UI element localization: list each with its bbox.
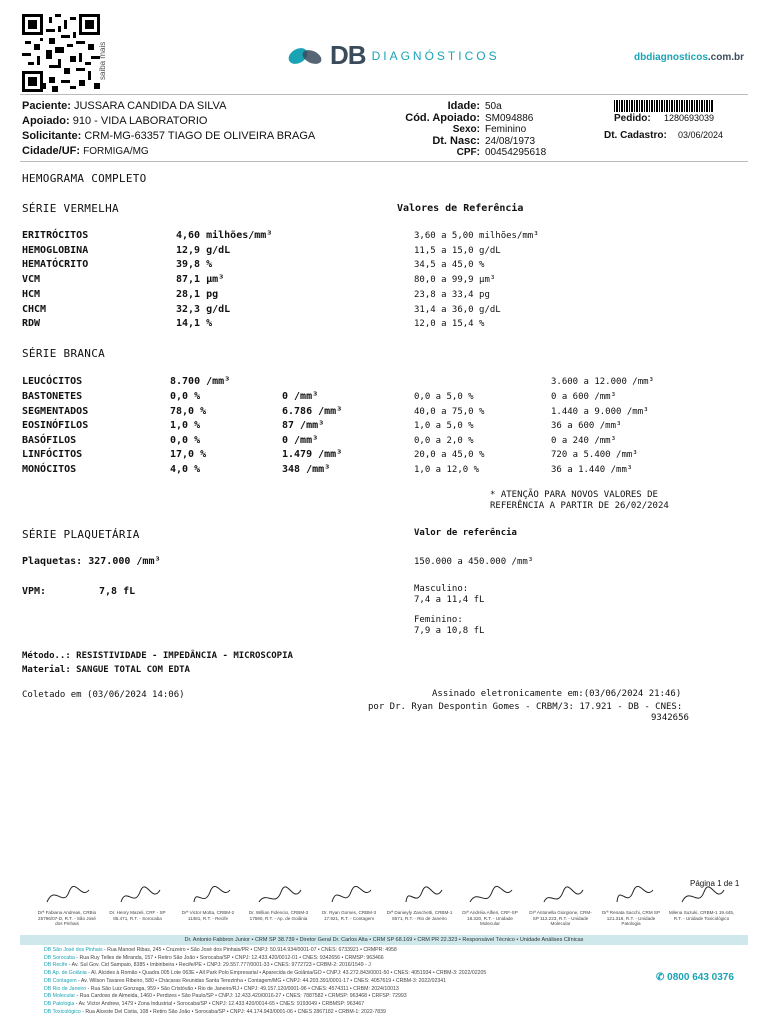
leuco-name: LINFÓCITOS (22, 449, 83, 460)
leucocitos-value: 8.700 /mm³ (170, 376, 231, 387)
unit-line (44, 986, 399, 992)
website-link[interactable] (634, 52, 744, 63)
nasc-label: Dt. Nasc: (432, 135, 480, 147)
logo-diag-text: DIAGNÓSTICOS (371, 48, 500, 63)
cpf-label: CPF: (456, 147, 480, 158)
leuco-name: SEGMENTADOS (22, 405, 89, 417)
pedido-value: 1280693039 (664, 113, 715, 123)
leuco-pct: 0,0 % (170, 434, 201, 446)
unit-details: - Rua Ruy Telles de Miranda, 157 • Retiro São João • Sorocaba/SP • CNPJ: 12.433.420/0012-01 • CNES: 9342656 • CRMSP: 963466 (74, 954, 384, 961)
solicitante-label: Solicitante: (22, 130, 82, 142)
signature-name: Dr. Willian Fidencio, CRBM-3 17590, R.T. - Ap. de Goiânia (248, 910, 309, 921)
assinado-line: Assinado eletronicamente em:(03/06/2024 21:46) (432, 689, 682, 699)
unit-details: - Rua São Luiz Gonzaga, 959 • São Cristóvão • Rio de Janeiro/RJ • CNPJ: 49.157.120/0001-96 • CNES: 4574311 • CRBM: 2024/10013 (86, 985, 399, 992)
leuco-ref-abs: 0 a 600 /mm³ (551, 392, 617, 402)
leuco-ref-abs: 0 a 240 /mm³ (551, 435, 617, 446)
analyte-name: HCM (22, 288, 41, 300)
coletado-line: Coletado em (03/06/2024 14:06) (22, 690, 185, 700)
cadastro-label: Dt. Cadastro: (604, 130, 667, 141)
analyte-name: HEMOGLOBINA (22, 244, 89, 256)
leuco-ref-abs: 36 a 600 /mm³ (551, 421, 622, 431)
paciente-value: JUSSARA CANDIDA DA SILVA (73, 100, 227, 112)
unit-name: DB Rio de Janeiro (44, 985, 87, 992)
plaquetas-label: Plaquetas: (22, 556, 83, 567)
cnes-line: 9342656 (651, 713, 689, 723)
leuco-abs: 1.479 /mm³ (282, 449, 343, 460)
leuco-ref-abs: 36 a 1.440 /mm³ (551, 464, 633, 475)
unit-line (44, 955, 384, 961)
analyte-ref: 11,5 a 15,0 g/dL (414, 245, 501, 256)
leuco-ref-pct: 40,0 a 75,0 % (414, 406, 485, 417)
unit-name: DB Contagem (44, 977, 77, 984)
analyte-value: 87,1 µm³ (176, 274, 225, 286)
qr-code (22, 14, 100, 92)
paciente-row (22, 100, 226, 112)
header-divider (20, 94, 748, 95)
signature-icon (319, 882, 379, 910)
unit-details: - Av. Sul Gov. Cid Sampaio, 8385 • Imbiribeira • Recife/PE • CNPJ: 29.557.777/0001-33 • CNES: 9772723 • CRBM-2: 2016/1549 - J (67, 962, 371, 969)
analyte-name: CHCM (22, 303, 47, 315)
leucocitos-ref: 3.600 a 12.000 /mm³ (551, 377, 654, 387)
leuco-ref-pct: 0,0 a 5,0 % (414, 392, 474, 402)
serie-branca-title: SÉRIE BRANCA (22, 347, 106, 360)
page-number: Página 1 de 1 (690, 879, 740, 888)
phone-number: 0800 643 0376 (667, 972, 734, 983)
idade-value: 50a (485, 101, 502, 112)
patient-divider (20, 161, 748, 162)
db-logo-icon (286, 43, 326, 69)
vpm-value: 7,8 fL (99, 586, 136, 597)
signature-name: Drª Fabiana Andreas, CRBio 25796/07-D, R.T. - São José dos Pinhais (37, 910, 97, 926)
signature-icon (249, 882, 309, 910)
leuco-pct: 17,0 % (170, 449, 207, 460)
unit-line (44, 978, 446, 984)
leuco-abs: 87 /mm³ (282, 420, 325, 431)
unit-details: - Rua Alceste Del Cistia, 108 • Retiro São João • Sorocaba/SP • CNPJ: 44.174.943/0001-06 • CNES 2867182 • CRBM-1: 2022-7839 (80, 1008, 386, 1015)
unit-line (44, 1009, 386, 1015)
solicitante-row (22, 130, 315, 142)
leuco-ref-pct: 1,0 a 5,0 % (414, 421, 474, 431)
masculino-ref: 7,4 a 11,4 fL (414, 595, 485, 605)
unit-name: DB Molecular (44, 993, 76, 1000)
unit-name: DB Patologia (44, 1000, 75, 1007)
unit-name: DB Ap. de Goiânia (44, 970, 87, 977)
feminino-label: Feminino: (414, 615, 463, 625)
analyte-ref: 34,5 a 45,0 % (414, 260, 485, 271)
footer-band: Dr. Antonio Fabbron Junior • CRM SP 38.739 • Diretor Geral Dr. Carlos Alta • CRM SP 68.169 • CRM PR 22.323 • Responsável Técnico • Unidade Análises Clínicas (20, 935, 748, 945)
analyte-value: 4,60 milhões/mm³ (176, 230, 273, 241)
sexo-value: Feminino (485, 124, 527, 135)
analyte-ref: 12,0 a 15,4 % (414, 319, 485, 330)
leuco-name: BASTONETES (22, 391, 83, 402)
analyte-name: VCM (22, 274, 41, 286)
signature-icon (178, 882, 238, 910)
por-line: por Dr. Ryan Despontin Gomes - CRBM/3: 17.921 - DB - CNES: (368, 702, 683, 712)
leuco-ref-abs: 1.440 a 9.000 /mm³ (551, 406, 649, 417)
metodo-line: Método..: RESISTIVIDADE - IMPEDÂNCIA - MICROSCOPIA (22, 651, 293, 661)
leuco-pct: 1,0 % (170, 420, 201, 431)
logo-db-text: DB (330, 40, 366, 70)
unit-name: DB Toxicológico (44, 1008, 81, 1015)
unit-line (44, 947, 397, 953)
exam-title: HEMOGRAMA COMPLETO (22, 172, 147, 185)
atencao-line-2: REFERÊNCIA A PARTIR DE 26/02/2024 (490, 501, 669, 511)
signature-icon (601, 882, 661, 910)
cod-label: Cód. Apoiado: (405, 112, 480, 124)
leuco-ref-pct: 0,0 a 2,0 % (414, 435, 474, 446)
analyte-ref: 3,60 a 5,00 milhões/mm³ (414, 231, 539, 241)
nasc-value: 24/08/1973 (485, 136, 536, 147)
analyte-value: 12,9 g/dL (176, 244, 231, 256)
db-logo (286, 40, 500, 71)
qr-code-icon (22, 14, 100, 92)
material-line: Material: SANGUE TOTAL COM EDTA (22, 665, 190, 675)
plaquetas-row (22, 556, 161, 567)
leuco-abs: 0 /mm³ (282, 391, 319, 402)
phone-row (656, 972, 734, 983)
analyte-name: RDW (22, 318, 41, 330)
unit-name: DB Recife (44, 962, 68, 969)
signature-icon (531, 882, 591, 910)
signature-icon (37, 882, 97, 910)
leuco-ref-pct: 1,0 a 12,0 % (414, 464, 480, 475)
serie-plaquetaria-title: SÉRIE PLAQUETÁRIA (22, 528, 140, 541)
site-main: dbdiagnosticos (634, 52, 708, 63)
whatsapp-icon: ✆ (656, 972, 668, 983)
site-tld: .com.br (707, 52, 745, 63)
apoiado-value: 910 - VIDA LABORATORIO (72, 115, 208, 127)
leuco-ref-pct: 20,0 a 45,0 % (414, 450, 485, 460)
cod-value: SM094886 (485, 113, 534, 124)
pedido-label: Pedido: (614, 113, 651, 124)
analyte-ref: 80,0 a 99,9 µm³ (414, 275, 496, 286)
signature-icon (460, 882, 520, 910)
leuco-abs: 0 /mm³ (282, 434, 319, 446)
feminino-ref: 7,9 a 10,8 fL (414, 626, 485, 636)
vpm-label: VPM: (22, 586, 47, 597)
paciente-label: Paciente: (22, 100, 71, 112)
signature-name: Dr. Ryan Gomes, CRBM-3 17.921, R.T. - Contagem (321, 910, 377, 921)
analyte-value: 28,1 pg (176, 288, 219, 300)
solicitante-value: CRM-MG-63357 TIAGO DE OLIVEIRA BRAGA (84, 130, 316, 142)
leuco-abs: 6.786 /mm³ (282, 405, 343, 417)
unit-details: - Rua Manoel Ribas, 245 • Cruzeiro • São José dos Pinhais/PR • CNPJ: 50.914.934/0001-07 • CNES: 6733921 • CRMPR: 4958 (102, 947, 397, 953)
leuco-pct: 0,0 % (170, 391, 201, 402)
analyte-name: HEMATÓCRITO (22, 259, 89, 271)
plaquetas-value: 327.000 /mm³ (88, 556, 161, 567)
unit-name: DB São José dos Pinhais (44, 947, 103, 953)
plaq-ref-title: Valor de referência (414, 528, 517, 538)
leuco-name: MONÓCITOS (22, 463, 77, 475)
cpf-value: 00454295618 (485, 147, 547, 158)
masculino-label: Masculino: (414, 584, 469, 594)
leuco-pct: 4,0 % (170, 463, 201, 475)
signature-name: Drª Victor Motta, CRBM-2 11481, R.T. - Recife (181, 910, 235, 921)
signature-name: Milena Suzuki, CRBM-1 19.445, R.T. - Unidade Toxicológico (668, 910, 735, 921)
analyte-value: 14,1 % (176, 318, 213, 330)
analyte-value: 39,8 % (176, 259, 213, 271)
analyte-value: 32,3 g/dL (176, 303, 231, 315)
plaquetas-ref: 150.000 a 450.000 /mm³ (414, 557, 534, 567)
signature-name: Drª Antonella Giorgione, CRM-SP 112.223, R.T. - Unidade Molecular (529, 910, 592, 926)
signature-name: Dr. Henry Mazeli, CRF - SP 85.471, R.T. - Sorocaba (109, 910, 166, 921)
unit-line (44, 993, 407, 999)
leucocitos-name: LEUCÓCITOS (22, 376, 83, 387)
signature-icon (672, 882, 732, 910)
sexo-label: Sexo: (452, 124, 480, 135)
signature-name: Drª Danieyly Zanchetti, CRBM-1 8571, R.T. - Rio de Janeiro (386, 910, 453, 921)
unit-name: DB Sorocaba (44, 954, 75, 961)
apoiado-row (22, 115, 207, 127)
barcode-icon (614, 100, 714, 112)
analyte-name: ERITRÓCITOS (22, 230, 89, 241)
unit-line (44, 970, 486, 976)
leuco-abs: 348 /mm³ (282, 463, 331, 475)
cidade-row (22, 145, 149, 157)
leuco-pct: 78,0 % (170, 405, 207, 417)
unit-line (44, 1001, 364, 1007)
unit-details: - Av. Victor Andrew, 1479 • Zona Industrial • Sorocaba/SP • CNPJ: 12.433.420/0014-65 • CNES: 9193049 • CRBMSP: 963467 (74, 1000, 365, 1007)
cadastro-value: 03/06/2024 (678, 130, 724, 140)
ref-title: Valores de Referência (397, 203, 524, 214)
saiba-mais-label: saiba mais (98, 41, 107, 80)
leuco-name: EOSINÓFILOS (22, 420, 89, 431)
unit-line (44, 962, 371, 968)
analyte-ref: 23,8 a 33,4 pg (414, 289, 490, 300)
unit-details: - Rua Cardoso de Almeida, 1460 • Perdizes • São Paulo/SP • CNPJ: 12.433.420/0016-27 • CNES: 7887582 • CRMSP: 963468 • CRFSP: 72993 (75, 993, 407, 1000)
unit-details: - Av. Wilson Tavares Ribeiro, 580 • Chácaras Reunidas Santa Terezinha • Contagem/MG • CNPJ: 44.203.391/0001-17 • CNES: 4057619 • CRBM-3: 2022/02341 (76, 977, 447, 984)
signature-icon (390, 882, 450, 910)
signature-name: Drª Andréia Alfieri, CRF-SP 18.320, R.T. - Unidade Molecular (462, 910, 518, 926)
idade-label: Idade: (447, 100, 480, 112)
leuco-name: BASÓFILOS (22, 434, 77, 446)
analyte-ref: 31,4 a 36,0 g/dL (414, 304, 501, 315)
leuco-ref-abs: 720 a 5.400 /mm³ (551, 450, 638, 460)
signature-name: Drª Renata Sacchi, CRM SP 121.316, R.T. - Unidade Patologia (601, 910, 661, 926)
unit-details: - Al. Alcides à Romão • Quadra 005 Lote 063E • All Park Polo Empresarial • Aparecida de Goiânia/GO • CNPJ: 43.272.843/0001-50 • CNES: 4051934 • CRBM-3: 2022/02205 (86, 970, 487, 977)
apoiado-label: Apoiado: (22, 115, 70, 127)
cidade-label: Cidade/UF: (22, 145, 81, 157)
atencao-line-1: * ATENÇÃO PARA NOVOS VALORES DE (490, 490, 658, 500)
cidade-value: FORMIGA/MG (83, 146, 149, 157)
serie-vermelha-title: SÉRIE VERMELHA (22, 202, 119, 215)
signature-icon (108, 882, 168, 910)
